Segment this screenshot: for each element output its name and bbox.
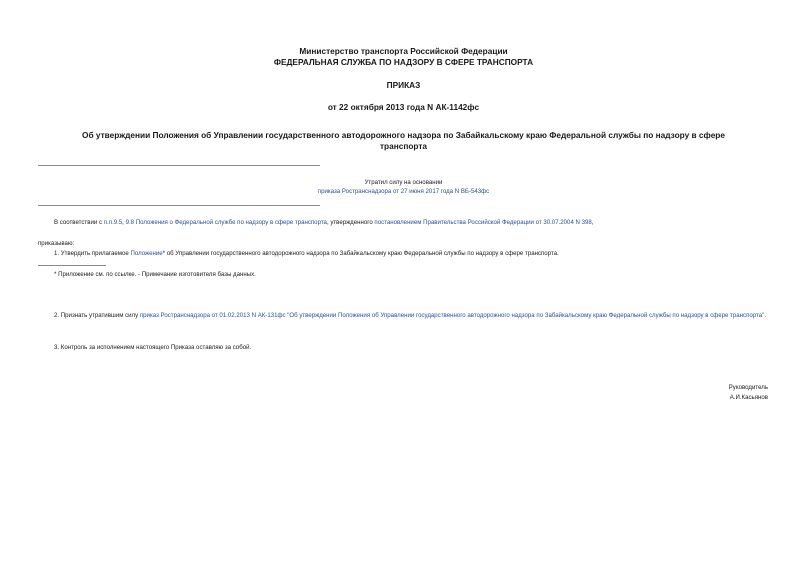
footnote-divider <box>38 265 106 266</box>
status-text: Утратил силу на основании <box>364 179 443 186</box>
signature-name: А.И.Касьянов <box>729 394 768 401</box>
doc-date-number: от 22 октября 2013 года N АК-1142фс <box>327 102 480 112</box>
status-repeal-link[interactable]: приказа Ространснадзора от 27 июня 2017 года N ВБ-543фс <box>317 188 490 195</box>
link-clause-9-8-regulation[interactable]: 9.8 Положения о Федеральной службе по надзору в сфере транспорта <box>125 219 327 226</box>
signature-position: Руководитель <box>728 384 768 391</box>
item-2: 2. Признать утратившим силу приказ Ространснадзора от 01.02.2013 N АК-131фс "Об утверждении Положения об Управлении государственного автодорожного надзора по Забайкальскому краю Федеральной службы по надзору в сфере транспорта". <box>54 312 767 319</box>
item-1: 1. Утвердить прилагаемое Положение* об Управлении государственного автодорожного надзора по Забайкальскому краю Федеральной службы по надзору в сфере транспорта. <box>54 250 559 257</box>
link-government-decree[interactable]: постановлением Правительства Российской Федерации от 30.07.2004 N 398 <box>374 219 592 226</box>
paragraph-basis: В соответствии с п.п.9.5, 9.8 Положения о Федеральной службе по надзору в сфере транспорта, утвержденного постановлением Правительства Российской Федерации от 30.07.2004 N 398, <box>54 219 594 226</box>
doc-title-line2: транспорта <box>379 141 428 151</box>
doc-type: ПРИКАЗ <box>386 80 421 90</box>
order-word: приказываю: <box>38 240 75 247</box>
link-repealed-order[interactable]: приказ Ространснадзора от 01.02.2013 N АК-131фс "Об утверждении Положения об Управлении государственного автодорожного надзора по Забайкальскому краю Федеральной службы по надзору в сфере транспорта" <box>139 312 765 319</box>
service-name: ФЕДЕРАЛЬНАЯ СЛУЖБА ПО НАДЗОРУ В СФЕРЕ ТРАНСПОРТА <box>273 57 534 67</box>
link-regulation[interactable]: Положение <box>130 250 163 257</box>
divider-status <box>38 205 320 206</box>
item-3: 3. Контроль за исполнением настоящего Приказа оставляю за собой. <box>54 344 252 351</box>
status-link-wrap <box>0 187 807 196</box>
doc-title-line1: Об утверждении Положения об Управлении государственного автодорожного надзора по Забайкальскому краю Федеральной службы по надзору в сфере <box>82 130 725 140</box>
footnote: * Приложение см. по ссылке. - Примечание изготовителя базы данных. <box>54 271 256 278</box>
divider-top <box>38 165 320 166</box>
ministry-name: Министерство транспорта Российской Федерации <box>299 46 508 56</box>
link-clause-9-5[interactable]: п.п.9.5 <box>103 219 123 226</box>
